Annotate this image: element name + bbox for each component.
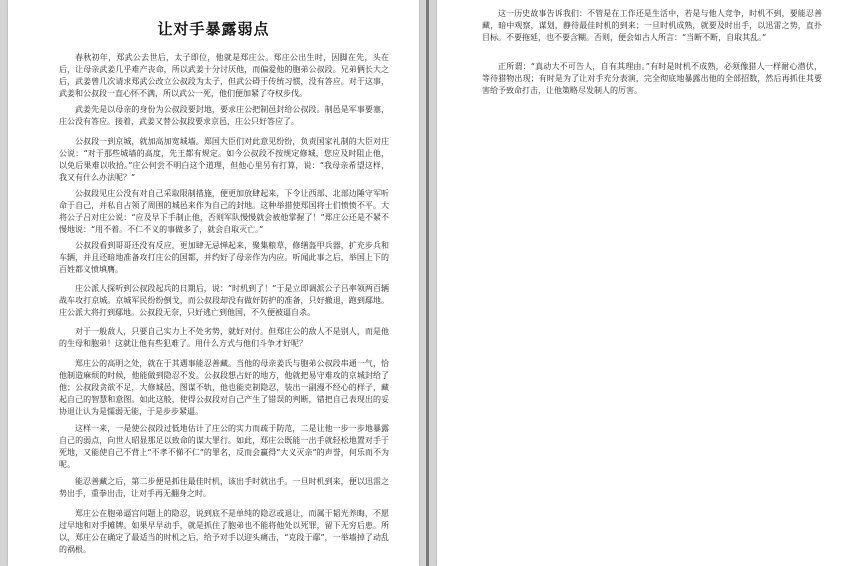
paragraph-13: 正所谓：“真动大不可告人，自有其理由。”有时是时机不成熟，必须像猎人一样耐心潜伏，等待猎物出现；有时是为了让对手充分表演，完全彻底地暴露出他的全部招数，然后再抓住其要害给予致命打击，让他策略尽发制人的厉害。 xyxy=(482,62,822,95)
paragraph-2: 武姜先是以母亲的身份为公叔段要封地，要求庄公把制邑封给公叔段。制邑是军事要塞，庄公没有答应。接着，武姜又替公叔段要求京邑，庄公只好答应了。 xyxy=(59,105,389,126)
document-title: 让对手暴露弱点 xyxy=(157,20,270,38)
paragraph-6: 庄公派人探听到公叔段起兵的日期后，说：“时机到了！”于是立即调派公子吕率领两百辆战车攻打京城。京城军民纷纷倒戈，而公叔段却没有做好防护的准备，只好撤退，跑到鄢地。庄公派大将打到鄢地。公叔段无奈，只好逃亡到他国，不久便被逼自杀。 xyxy=(59,284,389,317)
page-divider xyxy=(426,0,429,566)
paragraph-10: 能忍善藏之后，第二步便是抓住最佳时机，该出手时就出手。一旦时机到来，便以迅雷之势出手，重拳出击，让对手再无翻身之时。 xyxy=(59,477,389,498)
paragraph-9: 这样一来，一是使公叔段过低地估计了庄公的实力而疏于防范，二是让他一步一步地暴露自己的弱点，向世人昭显那足以致命的谋大罪行。如此，郑庄公既能一出手就轻松地置对手于死地，又能使自己不背上“不孝不悌不仁”的罪名，反而会赢得“大义灭亲”的声誉，何乐而不为呢。 xyxy=(59,424,389,469)
right-page xyxy=(437,0,858,566)
paragraph-3: 公叔段一到京城，就加高加宽城墙。郑国大臣们对此意见纷纷，负责国家礼制的大臣对庄公说：“对于那些城墙的高度，先王都有规定。如今公叔段不按规定修城，您应及时阻止他，以免后果难以收拾。”庄公何尝不明白这个道理，但他心里另有打算，说：“我母亲希望这样，我又有什么办法呢？” xyxy=(59,137,389,182)
left-page xyxy=(8,0,419,566)
paragraph-7: 对于一般敌人，只要自己实力上不处劣势，就好对付。但郑庄公的敌人不是别人，而是他的生母和胞弟！这就让他有些犯难了。用什么方式与他们斗争才好呢？ xyxy=(59,327,389,348)
paragraph-11: 郑庄公在胞弟逼宫问题上的隐忍，说到底不是单纯的隐忍或退让，而属于韬光养晦，不愿过早地和对手摊牌。如果早早动手，就是抓住了胞弟也不能将他处以死罪，留下无穷后患。所以，郑庄公在确定了最适当的时机之后，给予对手以迎头痛击，“克段于鄢”，一举墙掉了动乱的祸根。 xyxy=(59,509,389,554)
paragraph-12: 这一历史故事告诉我们：不管是在工作还是生活中，若是与他人竞争，时机不到，要能忍善藏，暗中观察，谋划，静待最佳时机的到来；一旦时机成熟，就要及时出手，以迅雷之势，直扑目标。不要拖延，也不要含糊。否则，便会如古人所言：“当断不断，自取其乱。” xyxy=(482,9,822,42)
paragraph-1: 春秋初年，郑武公去世后，太子即位，他就是郑庄公。郑庄公出生时，因脚在先，头在后，让母亲武姜几乎难产丧命，所以武姜十分讨厌他，而偏爱他的胞弟公叔段。兄弟俩长大之后，武姜曾几次请求郑武公改立公叔段为太子，但武公碍于传统习惯，没有答应。对于这事，武姜和公叔段一直心怀不满，所以武公一死，他们便加紧了夺权步伐。 xyxy=(59,53,389,98)
paragraph-8: 郑庄公的高明之处，就在于其遇事能忍善藏。当他的母亲姜氏与胞弟公叔段串通一气，恰他制造麻烦的时候，他能做到隐忍不发。公叔段想占好的地方，他就把易守难攻的京城封给了他；公叔段贪欲不足，大修城邑，图谋不轨，他也能克制隐忍，装出一副漫不经心的样子，藏起自己的智慧和意图。如此这般，使得公叔段对自己产生了错误的判断，错把自己表现出的妥协退让认为是懦弱无能，于是步步紧逼。 xyxy=(59,359,389,416)
paragraph-5: 公叔段看到哥哥还没有反应，更加肆无忌惮起来，聚集粮草，修缮盔甲兵器，扩充步兵和车辆，并且还暗地准备攻打庄公的国都，并约好了母亲作为内应。听闻此事之后，举国上下的百姓都义愤填膺。 xyxy=(59,241,389,274)
paragraph-4: 公叔段见庄公没有对自己采取限制措施，便更加放肆起来，下令让西部、北部边陲守军听命于自己，并私自占领了周围的城邑来作为自己的封地。这种举措使郑国将士们愤愤不平。大将公子吕对庄公说：“应及早下手制止他，否则军队慢慢就会被他掌握了！”郑庄公还是不紧不慢地说：“用不着。不仁不义的事做多了，就会自取灭亡。” xyxy=(59,189,389,234)
